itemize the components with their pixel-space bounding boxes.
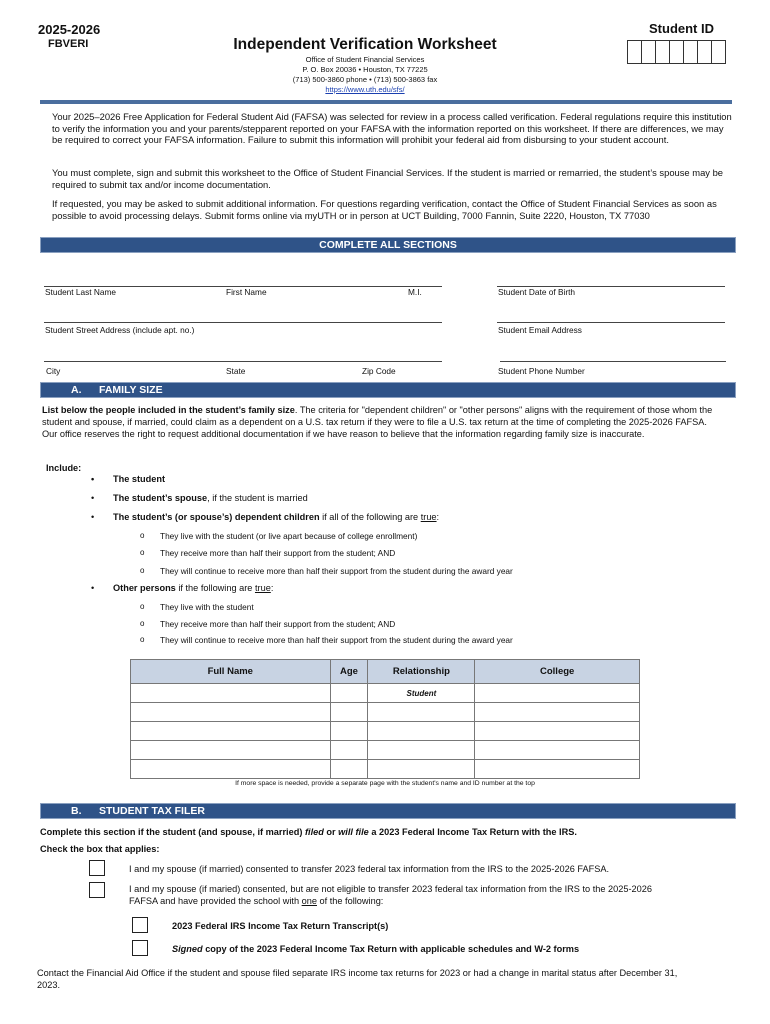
intro-paragraph-2: You must complete, sign and submit this worksheet to the Office of Student Financial Services. If the student is married or remarried, the student’s spouse may be required to submit tax and/or income documentation.	[52, 167, 723, 190]
intro-paragraph-1: Your 2025–2026 Free Application for Federal Student Aid (FAFSA) was selected for review in a process called verification. Federal regulations require this institution to verify the information you and your parents/stepparent reported on your FAFSA with the information reported on this worksheet. If there are differences, we may be required to correct your FAFSA information. Failure to submit this information will prohibit your federal aid from disbursing to your student account.	[52, 111, 732, 146]
age-cell[interactable]	[330, 684, 368, 703]
include-label: Include:	[46, 463, 82, 473]
form-code: FBVERI	[48, 38, 89, 50]
include-item-student-text: The student	[113, 474, 166, 484]
email-field[interactable]	[497, 322, 725, 323]
college-cell[interactable]	[475, 684, 640, 703]
include-item-other-persons-rest: if the following are	[175, 583, 255, 593]
column-header-relationship: Relationship	[368, 660, 475, 684]
other-criterion-2	[140, 619, 396, 629]
student-id-digit[interactable]	[697, 40, 712, 64]
signed-tax-return-label	[172, 943, 579, 955]
column-header-full-name: Full Name	[131, 660, 331, 684]
city-label: City	[46, 366, 61, 376]
age-cell[interactable]	[330, 741, 368, 760]
full-name-cell[interactable]	[131, 760, 331, 779]
complete-all-sections-label: COMPLETE ALL SECTIONS	[319, 239, 457, 251]
middle-initial-label: M.I.	[408, 287, 422, 297]
city-state-zip-field[interactable]	[44, 361, 442, 362]
phone-label: Student Phone Number	[498, 366, 585, 376]
signed-tax-return-rest: copy of the 2023 Federal Income Tax Return with applicable schedules and W-2 forms	[202, 944, 580, 954]
other-criterion-1-text: They live with the student	[160, 602, 254, 612]
family-size-instructions-body: . The criteria for "dependent children" or "other persons" aligns with the requirement of those whom the student and spouse, if married, could claim as a dependent on a U.S. tax return if they were to file a U.S. tax return at the time of completing the 2025-2026 FAFSA. Our office reserves the right to request additional documentation if we have reason to believe that the information regarding family size is inaccurate.	[42, 405, 713, 439]
include-item-dependent-children: • The student’s (or spouse’s) dependent children if all of the following are true:	[91, 512, 440, 522]
header-divider	[40, 100, 732, 104]
full-name-cell[interactable]	[131, 741, 331, 760]
relationship-cell[interactable]	[368, 703, 475, 722]
signed-tax-return-checkbox[interactable]	[132, 940, 148, 956]
student-id-digit[interactable]	[627, 40, 642, 64]
section-b-header	[40, 803, 736, 819]
intro-paragraph-3: If requested, you may be asked to submit additional information. For questions regarding verification, contact the Office of Student Financial Services as soon as possible to avoid processing delays. Submit forms online via myUTH or in person at UCT Building, 7000 Fannin, Suite 2220, Houston, TX 77030	[52, 198, 717, 221]
not-eligible-transfer-checkbox[interactable]	[89, 882, 105, 898]
full-name-cell[interactable]	[131, 703, 331, 722]
not-eligible-transfer-text-a: I and my spouse (if maried) consented, but are not eligible to transfer 2023 federal tax information from the IRS to the 2025-2026 FAFSA and have provided the school with	[129, 884, 652, 906]
student-id-digit[interactable]	[641, 40, 656, 64]
student-id-digit[interactable]	[669, 40, 684, 64]
dependent-criterion-3-text: They will continue to receive more than half their support from the student during the award year	[160, 566, 513, 576]
dependent-criterion-1	[140, 531, 418, 541]
phone-field[interactable]	[500, 361, 726, 362]
include-item-spouse-rest: , if the student is married	[207, 493, 308, 503]
street-address-field[interactable]	[44, 322, 442, 323]
college-cell[interactable]	[475, 722, 640, 741]
column-header-college: College	[475, 660, 640, 684]
bullet-icon: •	[91, 474, 95, 484]
include-item-dependent-children-rest: if all of the following are	[319, 512, 421, 522]
circle-bullet-icon: o	[140, 531, 145, 540]
relationship-cell[interactable]	[368, 760, 475, 779]
state-label: State	[226, 366, 246, 376]
age-cell[interactable]	[330, 760, 368, 779]
not-eligible-transfer-text-b: of the following:	[316, 896, 384, 906]
bullet-icon: •	[91, 583, 95, 593]
relationship-cell[interactable]	[368, 722, 475, 741]
include-item-student	[91, 474, 166, 484]
bullet-icon: •	[91, 512, 95, 522]
relationship-cell: Student	[368, 684, 475, 703]
include-item-other-persons-true: true	[254, 583, 271, 593]
irs-transcript-checkbox[interactable]	[132, 917, 148, 933]
circle-bullet-icon: o	[140, 619, 145, 628]
dob-label: Student Date of Birth	[498, 287, 576, 297]
other-criterion-3	[140, 635, 513, 645]
check-box-instruction: Check the box that applies:	[40, 844, 160, 854]
include-item-other-persons: • Other persons if the following are true:	[91, 583, 274, 593]
office-name: Office of Student Financial Services	[305, 55, 425, 64]
section-a-letter: A.	[71, 384, 82, 396]
student-id-input[interactable]	[628, 40, 726, 64]
email-label: Student Email Address	[498, 325, 582, 335]
section-a-header	[40, 382, 736, 398]
circle-bullet-icon: o	[140, 602, 145, 611]
tax-filer-or: or	[323, 827, 339, 837]
circle-bullet-icon: o	[140, 635, 145, 644]
family-size-instructions	[42, 404, 722, 440]
consented-transfer-checkbox[interactable]	[89, 860, 105, 876]
other-criterion-1	[140, 602, 254, 612]
include-item-other-persons-lead: Other persons	[113, 583, 176, 593]
last-name-label: Student Last Name	[45, 287, 117, 297]
office-address: P. O. Box 20036 • Houston, TX 77225	[302, 65, 428, 74]
irs-transcript-label: 2023 Federal IRS Income Tax Return Transcript(s)	[172, 921, 389, 931]
dependent-criterion-1-text: They live with the student (or live apart because of college enrollment)	[160, 531, 418, 541]
not-eligible-transfer-one: one	[301, 896, 317, 906]
zip-label: Zip Code	[362, 366, 396, 376]
table-header-row	[131, 660, 640, 684]
tax-filer-instructions-part-2: a 2023 Federal Income Tax Return with the IRS.	[368, 827, 577, 837]
table-row	[131, 741, 640, 760]
relationship-cell[interactable]	[368, 741, 475, 760]
tax-filer-will-file: will file	[338, 827, 369, 837]
office-website-link[interactable]: https://www.uth.edu/sfs/	[325, 85, 405, 94]
college-cell[interactable]	[475, 760, 640, 779]
bullet-icon: •	[91, 493, 95, 503]
include-item-dependent-children-lead: The student’s (or spouse’s) dependent children	[113, 512, 320, 522]
tax-filer-instructions-part-1: Complete this section if the student (and spouse, if married)	[40, 827, 305, 837]
table-row	[131, 684, 640, 703]
other-criterion-2-text: They receive more than half their support from the student; AND	[160, 619, 396, 629]
include-item-dependent-children-true: true	[420, 512, 437, 522]
section-b-letter: B.	[71, 805, 82, 817]
family-members-table	[130, 659, 640, 779]
marital-status-footer-note: Contact the Financial Aid Office if the student and spouse filed separate IRS income tax returns for 2023 or had a change in marital status after December 31, 2023.	[37, 968, 678, 990]
table-row	[131, 760, 640, 779]
consented-transfer-label: I and my spouse (if married) consented to transfer 2023 federal tax information from the IRS to the 2025-2026 FAFSA.	[129, 864, 610, 874]
family-size-instructions-lead: List below the people included in the student’s family size	[42, 405, 295, 415]
include-item-spouse-lead: The student’s spouse	[113, 493, 208, 503]
dependent-criterion-3	[140, 566, 513, 576]
full-name-cell[interactable]	[131, 684, 331, 703]
dependent-criterion-2	[140, 548, 396, 558]
first-name-label: First Name	[226, 287, 267, 297]
street-address-label: Student Street Address (include apt. no.)	[45, 325, 195, 335]
section-a-title: FAMILY SIZE	[99, 384, 163, 396]
section-b-title: STUDENT TAX FILER	[99, 805, 205, 817]
tax-filer-filed: filed	[304, 827, 324, 837]
student-id-digit[interactable]	[655, 40, 670, 64]
signed-tax-return-signed: Signed	[172, 944, 203, 954]
dependent-criterion-2-text: They receive more than half their support from the student; AND	[160, 548, 396, 558]
student-id-digit[interactable]	[683, 40, 698, 64]
student-id-label: Student ID	[649, 21, 714, 36]
page-title: Independent Verification Worksheet	[233, 36, 497, 53]
include-item-spouse	[91, 493, 308, 503]
college-cell[interactable]	[475, 741, 640, 760]
full-name-cell[interactable]	[131, 722, 331, 741]
other-criterion-3-text: They will continue to receive more than half their support from the student during the award year	[160, 635, 513, 645]
table-row	[131, 703, 640, 722]
age-cell[interactable]	[330, 722, 368, 741]
table-row	[131, 722, 640, 741]
college-cell[interactable]	[475, 703, 640, 722]
tax-filer-instructions	[40, 826, 577, 838]
table-note: If more space is needed, provide a separate page with the student's name and ID number at the top	[235, 780, 535, 787]
circle-bullet-icon: o	[140, 566, 145, 575]
not-eligible-transfer-label	[129, 883, 669, 907]
complete-all-sections-banner	[40, 237, 736, 253]
age-cell[interactable]	[330, 703, 368, 722]
form-year: 2025-2026	[38, 22, 101, 37]
circle-bullet-icon: o	[140, 548, 145, 557]
office-phone: (713) 500-3860 phone • (713) 500-3863 fax	[292, 75, 438, 84]
student-id-digit[interactable]	[711, 40, 726, 64]
column-header-age: Age	[330, 660, 368, 684]
